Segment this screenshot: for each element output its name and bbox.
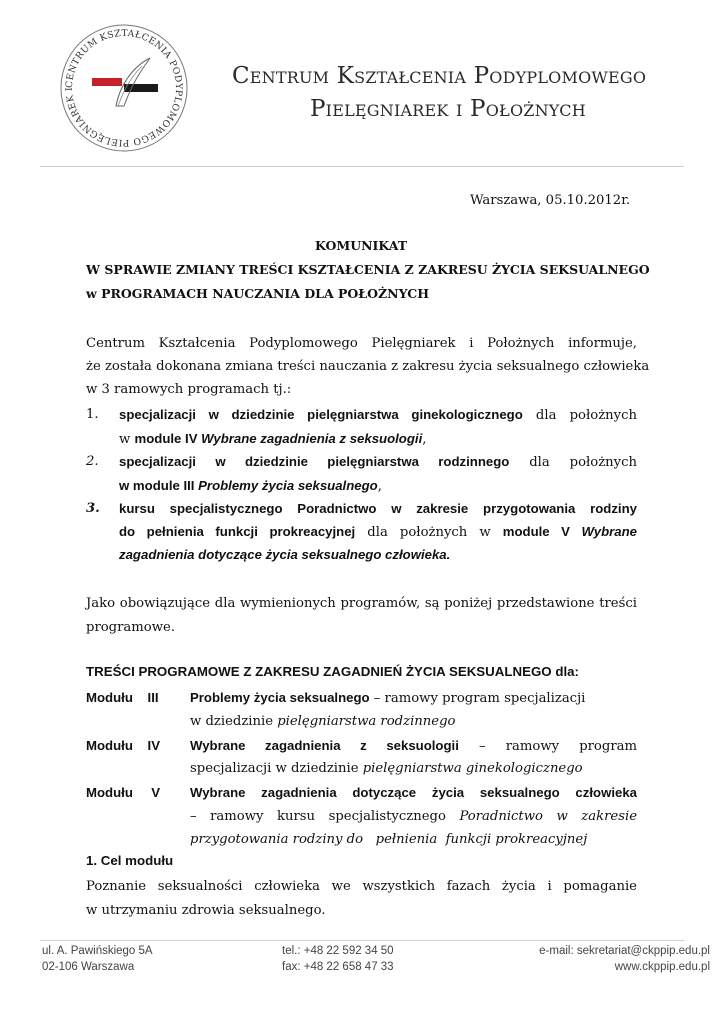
list-item-line-2: w module III Problemy życia seksualnego,: [119, 478, 382, 494]
footer-phone: [282, 943, 394, 975]
footer-address: [42, 943, 153, 975]
title-line-3: w PROGRAMACH NAUCZANIA DLA POŁOŻNYCH: [86, 286, 430, 301]
footer-divider: [40, 940, 684, 941]
footer-tel: tel.: +48 22 592 34 50: [282, 945, 394, 957]
document-title: KOMUNIKAT: [314, 238, 408, 253]
intro-line-2: że została dokonana zmiana treści nauczania z zakresu życia seksualnego człowieka: [86, 359, 650, 374]
org-name-line-2: Pielęgniarek i Położnych: [310, 96, 586, 122]
organization-name: [232, 60, 646, 126]
footer-contact: [510, 943, 710, 975]
list-item-line-3: zagadnienia dotyczące życia seksualnego człowieka.: [119, 547, 451, 562]
institution-logo: [58, 22, 190, 154]
module-label: Modułu V: [86, 785, 160, 800]
module-label: Modułu III: [86, 690, 159, 705]
header-divider: [40, 166, 684, 167]
list-number: 1.: [86, 407, 99, 422]
footer-address-line-1: ul. A. Pawińskiego 5A: [42, 945, 153, 957]
list-item: specjalizacji w dziedzinie pielęgniarstwa ginekologicznego dla położnych: [119, 407, 637, 423]
list-item-line-2: w module IV Wybrane zagadnienia z seksuologii,: [119, 431, 427, 447]
module-desc: Problemy życia seksualnego – ramowy program specjalizacji: [190, 690, 586, 706]
module-desc: Wybrane zagadnienia z seksuologii – ramowy program: [190, 738, 637, 754]
title-line-2: W SPRAWIE ZMIANY TREŚCI KSZTAŁCENIA Z ZAKRESU ŻYCIA SEKSUALNEGO: [86, 262, 650, 277]
module-desc-line-2: specjalizacji w dziedzinie pielęgniarstwa ginekologicznego: [190, 761, 583, 776]
list-item: kursu specjalistycznego Poradnictwo w zakresie przygotowania rodziny: [119, 501, 637, 516]
logo-red-bar: [92, 78, 122, 86]
goal-heading: 1. Cel modułu: [86, 853, 174, 868]
section-heading: TREŚCI PROGRAMOWE Z ZAKRESU ZAGADNIEŃ ŻYCIA SEKSUALNEGO dla:: [86, 664, 579, 679]
list-item: specjalizacji w dziedzinie pielęgniarstwa rodzinnego dla położnych: [119, 454, 637, 470]
footer-website[interactable]: www.ckppip.edu.pl: [614, 961, 710, 973]
para2-line-2: programowe.: [86, 620, 176, 635]
logo-ring-text: CENTRUM KSZTAŁCENIA PODYPLOMOWEGO PIELĘGNIAREK I: [63, 27, 185, 149]
footer-address-line-2: 02-106 Warszawa: [42, 961, 135, 973]
goal-line-1: Poznanie seksualności człowieka we wszystkich fazach życia i pomaganie: [86, 879, 637, 894]
footer-fax: fax: +48 22 658 47 33: [282, 961, 394, 973]
document-date: Warszawa, 05.10.2012r.: [470, 193, 631, 208]
org-name-line-1: Centrum Kształcenia Podyplomowego: [232, 63, 647, 89]
goal-line-2: w utrzymaniu zdrowia seksualnego.: [86, 903, 326, 918]
footer-email[interactable]: e-mail: sekretariat@ckppip.edu.pl: [539, 945, 710, 957]
list-number: 2.: [86, 454, 99, 469]
module-desc-line-2: w dziedzinie pielęgniarstwa rodzinnego: [190, 714, 456, 729]
module-desc-line-3: przygotowania rodziny do pełnienia funkcji prokreacyjnej: [190, 832, 588, 847]
para2-line-1: Jako obowiązujące dla wymienionych programów, są poniżej przedstawione treści: [86, 596, 637, 611]
module-desc-line-2: – ramowy kursu specjalistycznego Poradnictwo w zakresie: [190, 809, 637, 824]
list-number: 3.: [86, 501, 100, 516]
logo-black-bar: [124, 84, 158, 92]
intro-line-1: Centrum Kształcenia Podyplomowego Pielęgniarek i Położnych informuje,: [86, 336, 637, 351]
intro-line-3: w 3 ramowych programach tj.:: [86, 382, 292, 397]
module-label: Modułu IV: [86, 738, 160, 753]
module-desc: Wybrane zagadnienia dotyczące życia seksualnego człowieka: [190, 785, 637, 800]
list-item-line-2: do pełnienia funkcji prokreacyjnej dla położnych w module V Wybrane: [119, 524, 638, 540]
